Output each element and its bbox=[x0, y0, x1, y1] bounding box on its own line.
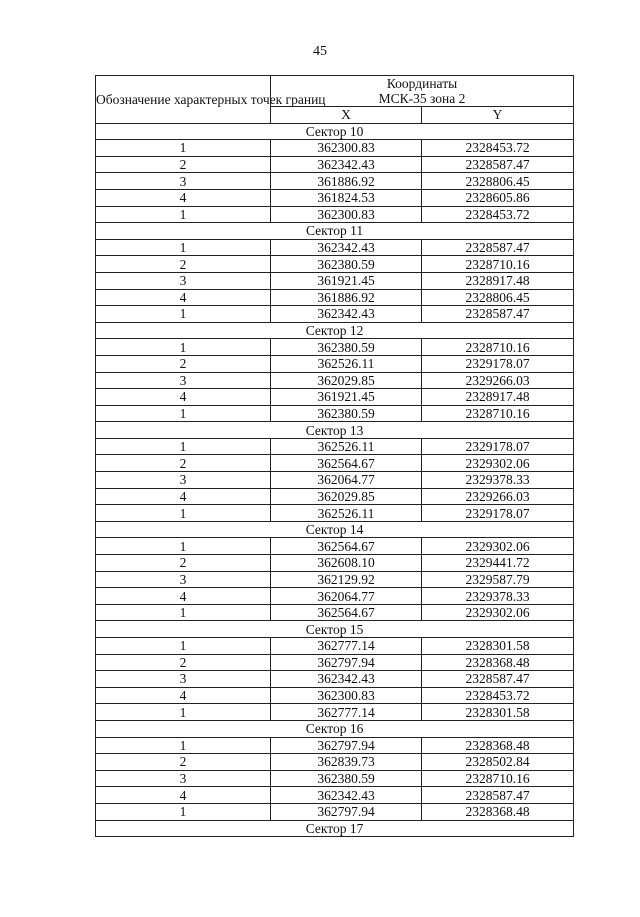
sector-title: Сектор 15 bbox=[96, 621, 574, 638]
point-number-cell: 1 bbox=[96, 704, 271, 721]
x-coordinate-cell: 361921.45 bbox=[271, 272, 422, 289]
x-coordinate-cell: 362300.83 bbox=[271, 206, 422, 223]
sector-title: Сектор 14 bbox=[96, 521, 574, 538]
table-row bbox=[96, 339, 574, 356]
point-number-cell: 1 bbox=[96, 604, 271, 621]
table-row bbox=[96, 306, 574, 323]
table-row bbox=[96, 256, 574, 273]
x-coordinate-cell: 361886.92 bbox=[271, 173, 422, 190]
table-row bbox=[96, 737, 574, 754]
y-coordinate-cell: 2329178.07 bbox=[422, 505, 574, 522]
table-row bbox=[96, 239, 574, 256]
table-row bbox=[96, 189, 574, 206]
point-number-cell: 1 bbox=[96, 538, 271, 555]
x-coordinate-cell: 362777.14 bbox=[271, 638, 422, 655]
x-coordinate-cell: 362797.94 bbox=[271, 654, 422, 671]
y-coordinate-cell: 2329302.06 bbox=[422, 538, 574, 555]
table-row bbox=[96, 588, 574, 605]
y-coordinate-cell: 2328453.72 bbox=[422, 687, 574, 704]
point-number-cell: 3 bbox=[96, 770, 271, 787]
y-coordinate-cell: 2328587.47 bbox=[422, 239, 574, 256]
sector-header-row bbox=[96, 322, 574, 339]
x-coordinate-cell: 362564.67 bbox=[271, 604, 422, 621]
table-row bbox=[96, 754, 574, 771]
x-coordinate-cell: 362564.67 bbox=[271, 538, 422, 555]
table-row bbox=[96, 555, 574, 572]
y-coordinate-cell: 2328806.45 bbox=[422, 173, 574, 190]
point-number-cell: 4 bbox=[96, 588, 271, 605]
point-number-cell: 1 bbox=[96, 737, 271, 754]
y-coordinate-cell: 2328587.47 bbox=[422, 156, 574, 173]
point-number-cell: 3 bbox=[96, 472, 271, 489]
x-coordinate-cell: 362797.94 bbox=[271, 737, 422, 754]
y-coordinate-cell: 2328368.48 bbox=[422, 803, 574, 820]
y-coordinate-cell: 2329266.03 bbox=[422, 488, 574, 505]
table-row bbox=[96, 372, 574, 389]
table-row bbox=[96, 206, 574, 223]
y-coordinate-cell: 2328453.72 bbox=[422, 140, 574, 157]
y-coordinate-cell: 2329587.79 bbox=[422, 571, 574, 588]
x-coordinate-cell: 362029.85 bbox=[271, 372, 422, 389]
point-number-cell: 1 bbox=[96, 803, 271, 820]
table-row bbox=[96, 472, 574, 489]
point-number-cell: 1 bbox=[96, 505, 271, 522]
x-coordinate-cell: 362342.43 bbox=[271, 156, 422, 173]
sector-title: Сектор 13 bbox=[96, 422, 574, 439]
table-row bbox=[96, 438, 574, 455]
x-coordinate-cell: 362839.73 bbox=[271, 754, 422, 771]
x-coordinate-cell: 362300.83 bbox=[271, 140, 422, 157]
table-row bbox=[96, 505, 574, 522]
point-number-cell: 1 bbox=[96, 239, 271, 256]
table-row bbox=[96, 272, 574, 289]
table-row bbox=[96, 704, 574, 721]
table-row bbox=[96, 488, 574, 505]
sector-title: Сектор 10 bbox=[96, 123, 574, 140]
table-row bbox=[96, 654, 574, 671]
point-number-cell: 3 bbox=[96, 272, 271, 289]
table-body bbox=[96, 123, 574, 837]
point-number-cell: 1 bbox=[96, 438, 271, 455]
table-row bbox=[96, 687, 574, 704]
table-row bbox=[96, 770, 574, 787]
y-coordinate-cell: 2328917.48 bbox=[422, 272, 574, 289]
sector-header-row bbox=[96, 123, 574, 140]
y-coordinate-cell: 2329378.33 bbox=[422, 588, 574, 605]
y-coordinate-cell: 2328710.16 bbox=[422, 256, 574, 273]
table-row bbox=[96, 355, 574, 372]
x-coordinate-cell: 362342.43 bbox=[271, 787, 422, 804]
x-coordinate-cell: 362526.11 bbox=[271, 355, 422, 372]
x-coordinate-cell: 362380.59 bbox=[271, 256, 422, 273]
y-coordinate-cell: 2328806.45 bbox=[422, 289, 574, 306]
x-coordinate-cell: 362029.85 bbox=[271, 488, 422, 505]
table-row bbox=[96, 156, 574, 173]
point-column-header: Обозначение характерных точек границ bbox=[96, 76, 271, 124]
table-row bbox=[96, 538, 574, 555]
point-number-cell: 1 bbox=[96, 140, 271, 157]
y-coordinate-cell: 2328587.47 bbox=[422, 671, 574, 688]
table-row bbox=[96, 638, 574, 655]
x-coordinate-cell: 362129.92 bbox=[271, 571, 422, 588]
x-column-header: X bbox=[271, 107, 422, 124]
x-coordinate-cell: 362064.77 bbox=[271, 472, 422, 489]
point-number-cell: 2 bbox=[96, 555, 271, 572]
point-number-cell: 3 bbox=[96, 671, 271, 688]
table-row bbox=[96, 405, 574, 422]
point-number-cell: 3 bbox=[96, 372, 271, 389]
x-coordinate-cell: 362380.59 bbox=[271, 405, 422, 422]
point-number-cell: 1 bbox=[96, 306, 271, 323]
y-coordinate-cell: 2329178.07 bbox=[422, 355, 574, 372]
y-coordinate-cell: 2328710.16 bbox=[422, 339, 574, 356]
x-coordinate-cell: 362300.83 bbox=[271, 687, 422, 704]
table-row bbox=[96, 173, 574, 190]
point-number-cell: 4 bbox=[96, 189, 271, 206]
point-number-cell: 2 bbox=[96, 654, 271, 671]
point-number-cell: 2 bbox=[96, 156, 271, 173]
x-coordinate-cell: 362608.10 bbox=[271, 555, 422, 572]
x-coordinate-cell: 362526.11 bbox=[271, 505, 422, 522]
point-number-cell: 4 bbox=[96, 488, 271, 505]
sector-header-row bbox=[96, 621, 574, 638]
point-number-cell: 3 bbox=[96, 173, 271, 190]
point-number-cell: 2 bbox=[96, 355, 271, 372]
x-coordinate-cell: 362342.43 bbox=[271, 671, 422, 688]
point-number-cell: 4 bbox=[96, 687, 271, 704]
table-row bbox=[96, 604, 574, 621]
point-number-cell: 1 bbox=[96, 206, 271, 223]
coordinates-table bbox=[95, 75, 574, 837]
point-number-cell: 4 bbox=[96, 787, 271, 804]
sector-header-row bbox=[96, 820, 574, 837]
table-row bbox=[96, 571, 574, 588]
y-coordinate-cell: 2328453.72 bbox=[422, 206, 574, 223]
table-row bbox=[96, 671, 574, 688]
sector-header-row bbox=[96, 422, 574, 439]
table-header bbox=[96, 76, 574, 124]
table-row bbox=[96, 289, 574, 306]
y-coordinate-cell: 2328917.48 bbox=[422, 389, 574, 406]
y-coordinate-cell: 2328710.16 bbox=[422, 770, 574, 787]
y-coordinate-cell: 2328502.84 bbox=[422, 754, 574, 771]
x-coordinate-cell: 361824.53 bbox=[271, 189, 422, 206]
point-number-cell: 4 bbox=[96, 289, 271, 306]
x-coordinate-cell: 361886.92 bbox=[271, 289, 422, 306]
x-coordinate-cell: 362342.43 bbox=[271, 239, 422, 256]
y-coordinate-cell: 2329441.72 bbox=[422, 555, 574, 572]
y-coordinate-cell: 2328301.58 bbox=[422, 704, 574, 721]
sector-header-row bbox=[96, 720, 574, 737]
point-number-cell: 3 bbox=[96, 571, 271, 588]
table-row bbox=[96, 803, 574, 820]
x-coordinate-cell: 362064.77 bbox=[271, 588, 422, 605]
x-coordinate-cell: 362380.59 bbox=[271, 770, 422, 787]
y-coordinate-cell: 2328368.48 bbox=[422, 737, 574, 754]
x-coordinate-cell: 362526.11 bbox=[271, 438, 422, 455]
y-coordinate-cell: 2328710.16 bbox=[422, 405, 574, 422]
y-coordinate-cell: 2329266.03 bbox=[422, 372, 574, 389]
y-coordinate-cell: 2328301.58 bbox=[422, 638, 574, 655]
point-number-cell: 4 bbox=[96, 389, 271, 406]
table-row bbox=[96, 140, 574, 157]
x-coordinate-cell: 362797.94 bbox=[271, 803, 422, 820]
point-number-cell: 1 bbox=[96, 405, 271, 422]
y-coordinate-cell: 2328587.47 bbox=[422, 787, 574, 804]
coordinates-title: Координаты bbox=[386, 76, 458, 91]
y-coordinate-cell: 2329302.06 bbox=[422, 604, 574, 621]
table-row bbox=[96, 455, 574, 472]
sector-title: Сектор 11 bbox=[96, 223, 574, 240]
table-row bbox=[96, 787, 574, 804]
page-number: 45 bbox=[313, 44, 327, 59]
x-coordinate-cell: 362777.14 bbox=[271, 704, 422, 721]
y-coordinate-cell: 2328605.86 bbox=[422, 189, 574, 206]
y-coordinate-cell: 2328368.48 bbox=[422, 654, 574, 671]
y-column-header: Y bbox=[422, 107, 574, 124]
x-coordinate-cell: 362380.59 bbox=[271, 339, 422, 356]
sector-header-row bbox=[96, 223, 574, 240]
y-coordinate-cell: 2329178.07 bbox=[422, 438, 574, 455]
sector-title: Сектор 12 bbox=[96, 322, 574, 339]
point-number-cell: 1 bbox=[96, 339, 271, 356]
sector-title: Сектор 17 bbox=[96, 820, 574, 837]
x-coordinate-cell: 361921.45 bbox=[271, 389, 422, 406]
coordinate-system: МСК-35 зона 2 bbox=[378, 91, 466, 106]
y-coordinate-cell: 2328587.47 bbox=[422, 306, 574, 323]
point-number-cell: 1 bbox=[96, 638, 271, 655]
y-coordinate-cell: 2329378.33 bbox=[422, 472, 574, 489]
sector-header-row bbox=[96, 521, 574, 538]
point-number-cell: 2 bbox=[96, 455, 271, 472]
x-coordinate-cell: 362342.43 bbox=[271, 306, 422, 323]
sector-title: Сектор 16 bbox=[96, 720, 574, 737]
y-coordinate-cell: 2329302.06 bbox=[422, 455, 574, 472]
table-row bbox=[96, 389, 574, 406]
point-number-cell: 2 bbox=[96, 754, 271, 771]
x-coordinate-cell: 362564.67 bbox=[271, 455, 422, 472]
point-number-cell: 2 bbox=[96, 256, 271, 273]
